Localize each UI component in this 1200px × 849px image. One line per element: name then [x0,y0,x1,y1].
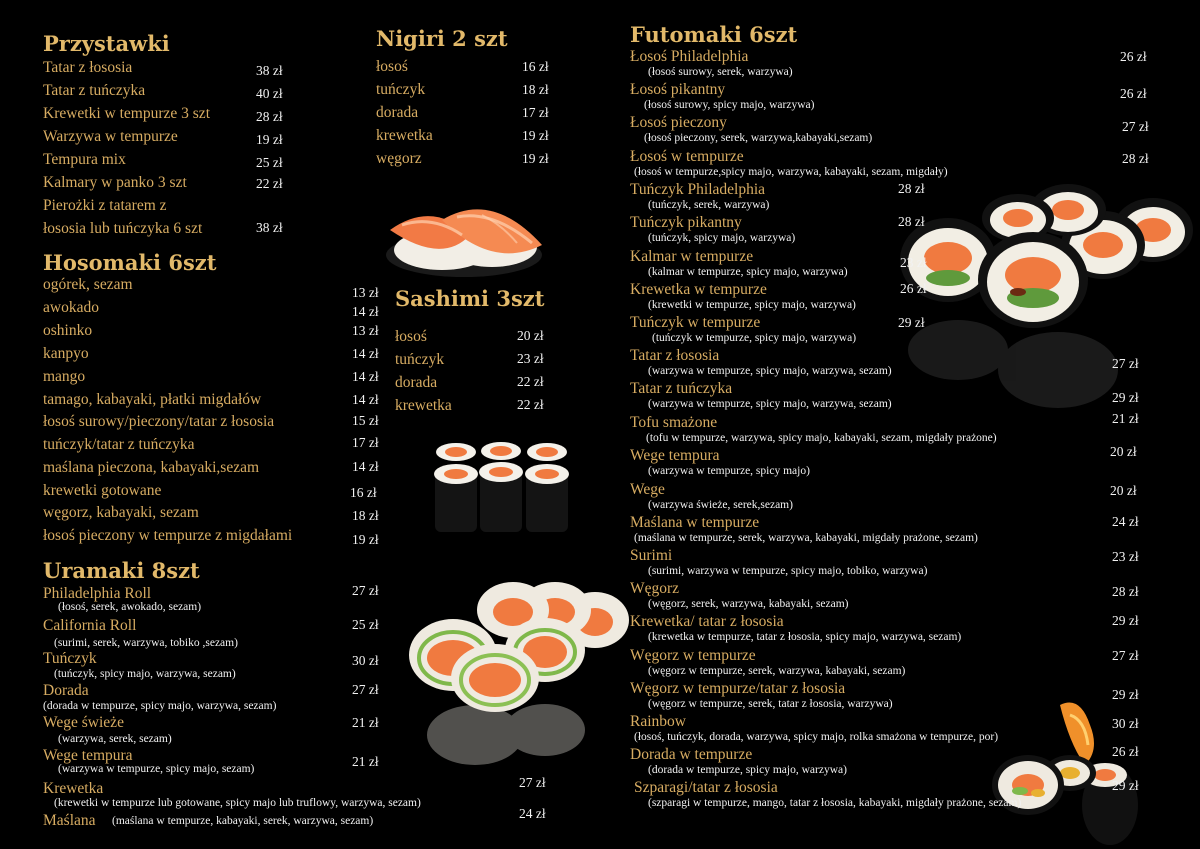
menu-item-name: California Roll [43,617,137,634]
menu-item-price: 38 zł [256,220,283,235]
menu-item-name: tuńczyk [395,351,445,368]
menu-item-name: Krewetki w tempurze 3 szt [43,105,210,122]
menu-item-price: 17 zł [352,435,379,450]
menu-item-name: Krewetka [43,780,104,797]
menu-item-name: Kalmar w tempurze [630,248,754,265]
menu-item-price: 19 zł [522,128,549,143]
menu-item-price: 19 zł [522,151,549,166]
menu-item-name: oshinko [43,322,93,339]
menu-item-description: (dorada w tempurze, spicy majo, warzywa) [648,764,847,776]
menu-item-description: (krewetki w tempurze, spicy majo, warzywa) [648,299,856,311]
menu-item-price: 27 zł [352,583,379,598]
menu-item-price: 21 zł [352,715,379,730]
menu-item-description: (warzywa w tempurze, spicy majo, warzywa, sezam) [648,398,892,410]
menu-item-price: 13 zł [352,323,379,338]
menu-item-price: 28 zł [1112,584,1139,599]
menu-item-price: 24 zł [519,806,546,821]
menu-item-name: Szparagi/tatar z łososia [634,779,778,796]
menu-item-description: (surimi, serek, warzywa, tobiko ,sezam) [54,637,238,649]
menu-item-name: Węgorz [630,580,680,597]
menu-item-name: węgorz [376,150,422,167]
menu-item-price: 26 zł [1120,86,1147,101]
menu-item-price: 26 zł [1112,744,1139,759]
nigiri-image [382,195,547,290]
menu-item-description: (tuńczyk w tempurze, spicy majo, warzywa) [652,332,857,344]
menu-item-name: węgorz, kabayaki, sezam [43,504,199,521]
menu-item-name: Tatar z tuńczyka [43,82,146,99]
uramaki-heading: Uramaki 8szt [43,558,200,583]
nigiri-heading: Nigiri 2 szt [376,26,508,51]
menu-item-name: maślana pieczona, kabayaki,sezam [43,459,260,476]
menu-item-name: Łosoś pieczony [630,114,727,131]
menu-item-description: (węgorz w tempurze, serek, tatar z łososia, warzywa) [648,698,893,710]
menu-item-name: kanpyo [43,345,89,362]
menu-item-price: 23 zł [900,255,927,270]
menu-item-name: Maślana w tempurze [630,514,760,531]
menu-item-price: 27 zł [1112,356,1139,371]
menu-item-description: (warzywa w tempurze, spicy majo, warzywa, sezam) [648,365,892,377]
menu-item-description: (warzywa świeże, serek,sezam) [648,499,793,511]
menu-item-description: (tofu w tempurze, warzywa, spicy majo, kabayaki, sezam, migdały prażone) [646,432,997,444]
menu-item-name: Wege [630,481,665,498]
menu-item-price: 27 zł [1112,648,1139,663]
menu-item-name: tuńczyk [376,81,426,98]
menu-item-price: 16 zł [522,59,549,74]
menu-item-price: 40 zł [256,86,283,101]
menu-item-description: (warzywa, serek, sezam) [58,733,172,745]
menu-item-price: 29 zł [1112,390,1139,405]
menu-item-name: łosoś pieczony w tempurze z migdałami [43,527,293,544]
menu-item-price: 22 zł [517,374,544,389]
menu-item-price: 38 zł [256,63,283,78]
menu-item-price: 19 zł [352,532,379,547]
przystawki-heading: Przystawki [43,31,170,56]
menu-item-name: Tuńczyk [43,650,97,667]
menu-item-price: 20 zł [1110,444,1137,459]
menu-item-price: 17 zł [522,105,549,120]
menu-item-description: (węgorz w tempurze, serek, warzywa, kabayaki, sezam) [648,665,906,677]
futomaki-image [898,180,1198,415]
menu-item-price: 14 zł [352,346,379,361]
menu-item-price: 27 zł [352,682,379,697]
menu-item-price: 21 zł [352,754,379,769]
menu-item-name: Tempura mix [43,151,126,168]
menu-item-name: mango [43,368,86,385]
menu-item-price: 19 zł [256,132,283,147]
menu-item-price: 26 zł [1120,49,1147,64]
menu-item-price: 28 zł [256,109,283,124]
menu-item-description: (łosoś w tempurze,spicy majo, warzywa, kabayaki, sezam, migdały) [634,166,948,178]
menu-item-price: 15 zł [352,413,379,428]
menu-item-description: (tuńczyk, spicy majo, warzywa, sezam) [54,668,236,680]
futomaki-heading: Futomaki 6szt [630,22,798,47]
menu-item-price: 23 zł [1112,549,1139,564]
menu-item-name: Wege tempura [43,747,133,764]
menu-item-price: 24 zł [1112,514,1139,529]
menu-item-description: (warzywa w tempurze, spicy majo, sezam) [58,763,255,775]
menu-item-name: Philadelphia Roll [43,585,152,602]
menu-item-name: Surimi [630,547,673,564]
menu-item-name: Wege tempura [630,447,720,464]
menu-item-description: (krewetki w tempurze lub gotowane, spicy majo lub truflowy, warzywa, sezam) [54,797,421,809]
menu-item-description: (węgorz, serek, warzywa, kabayaki, sezam) [648,598,849,610]
menu-item-price: 18 zł [352,508,379,523]
menu-item-description: (dorada w tempurze, spicy majo, warzywa, sezam) [43,700,277,712]
hosomaki-image [430,442,575,537]
menu-item-description: (łosoś, tuńczyk, dorada, warzywa, spicy majo, rolka smażona w tempurze, por) [634,731,999,743]
sashimi-heading: Sashimi 3szt [395,286,545,311]
menu-item-name: Tatar z tuńczyka [630,380,733,397]
menu-item-price: 22 zł [517,397,544,412]
menu-item-price: 14 zł [352,304,379,319]
menu-item-name: Łosoś pikantny [630,81,726,98]
menu-item-name: tuńczyk/tatar z tuńczyka [43,436,195,453]
menu-item-price: 30 zł [1112,716,1139,731]
menu-item-name: Tatar z łososia [43,59,133,76]
menu-item-price: 16 zł [350,485,377,500]
menu-item-name: ogórek, sezam [43,276,133,293]
menu-item-name: Pierożki z tatarem z [43,197,167,214]
menu-item-name: Łosoś Philadelphia [630,48,749,65]
hosomaki-heading: Hosomaki 6szt [43,250,217,275]
menu-item-name: Dorada w tempurze [630,746,753,763]
menu-item-name: Warzywa w tempurze [43,128,178,145]
menu-item-price: 20 zł [517,328,544,343]
menu-item-name: Węgorz w tempurze/tatar z łososia [630,680,846,697]
menu-item-description: (maślana w tempurze, kabayaki, serek, warzywa, sezam) [112,815,374,827]
menu-item-price: 13 zł [352,285,379,300]
menu-item-price: 28 zł [898,181,925,196]
menu-item-price: 29 zł [898,315,925,330]
menu-item-description: (łosoś surowy, serek, warzywa) [648,66,793,78]
menu-item-description: (kalmar w tempurze, spicy majo, warzywa) [648,266,848,278]
menu-item-description: (łosoś, serek, awokado, sezam) [58,601,202,613]
menu-item-name: łosoś [376,58,408,75]
menu-item-name: krewetka [376,127,433,144]
menu-item-name: Węgorz w tempurze [630,647,756,664]
menu-item-description: (surimi, warzywa w tempurze, spicy majo, tobiko, warzywa) [648,565,928,577]
menu-item-name: Tuńczyk pikantny [630,214,742,231]
menu-item-description: (krewetka w tempurze, tatar z łososia, spicy majo, warzywa, sezam) [648,631,962,643]
menu-item-name: Rainbow [630,713,686,730]
menu-item-price: 28 zł [1122,151,1149,166]
menu-item-price: 23 zł [517,351,544,366]
menu-item-name: Tatar z łososia [630,347,720,364]
menu-item-price: 29 zł [1112,778,1139,793]
menu-item-name: dorada [376,104,419,121]
menu-item-name: tamago, kabayaki, płatki migdałów [43,391,262,408]
menu-item-name: Tuńczyk Philadelphia [630,181,766,198]
menu-item-price: 14 zł [352,459,379,474]
menu-item-name: Wege świeże [43,714,124,731]
menu-item-price: 28 zł [898,214,925,229]
menu-item-name: łosoś surowy/pieczony/tatar z łososia [43,413,275,430]
menu-item-price: 27 zł [1122,119,1149,134]
menu-item-name: dorada [395,374,438,391]
menu-item-name: awokado [43,299,99,316]
menu-item-description: (tuńczyk, spicy majo, warzywa) [648,232,796,244]
uramaki-image [395,580,635,780]
menu-item-name: Maślana [43,812,96,829]
menu-item-description: (tuńczyk, serek, warzywa) [648,199,770,211]
menu-item-name: Dorada [43,682,89,699]
menu-item-name: Tuńczyk w tempurze [630,314,761,331]
menu-item-name: krewetki gotowane [43,482,162,499]
menu-item-name: Krewetka/ tatar z łososia [630,613,784,630]
menu-item-description: (warzywa w tempurze, spicy majo) [648,465,810,477]
menu-item-description: (łosoś pieczony, serek, warzywa,kabayaki,sezam) [644,132,873,144]
menu-item-name: krewetka [395,397,452,414]
menu-item-price: 18 zł [522,82,549,97]
menu-item-name: Tofu smażone [630,414,718,431]
menu-item-price: 30 zł [352,653,379,668]
menu-item-name: Krewetka w tempurze [630,281,767,298]
menu-item-price: 21 zł [1112,411,1139,426]
menu-item-price: 25 zł [352,617,379,632]
menu-item-price: 26 zł [900,281,927,296]
menu-item-description: (łosoś surowy, spicy majo, warzywa) [644,99,815,111]
menu-item-price: 20 zł [1110,483,1137,498]
menu-item-price: 14 zł [352,392,379,407]
menu-item-price: 14 zł [352,369,379,384]
menu-item-price: 22 zł [256,176,283,191]
menu-item-name: Kalmary w panko 3 szt [43,174,187,191]
menu-item-price: 29 zł [1112,613,1139,628]
menu-item-name-continued: łososia lub tuńczyka 6 szt [43,220,203,237]
menu-item-name: łosoś [395,328,427,345]
menu-item-price: 29 zł [1112,687,1139,702]
menu-item-price: 25 zł [256,155,283,170]
menu-item-description: (szparagi w tempurze, mango, tatar z łososia, kabayaki, migdały prażone, sezam) [648,797,1022,809]
menu-item-name: Łosoś w tempurze [630,148,744,165]
menu-item-description: (maślana w tempurze, serek, warzywa, kabayaki, migdały prażone, sezam) [634,532,978,544]
menu-item-price: 27 zł [519,775,546,790]
